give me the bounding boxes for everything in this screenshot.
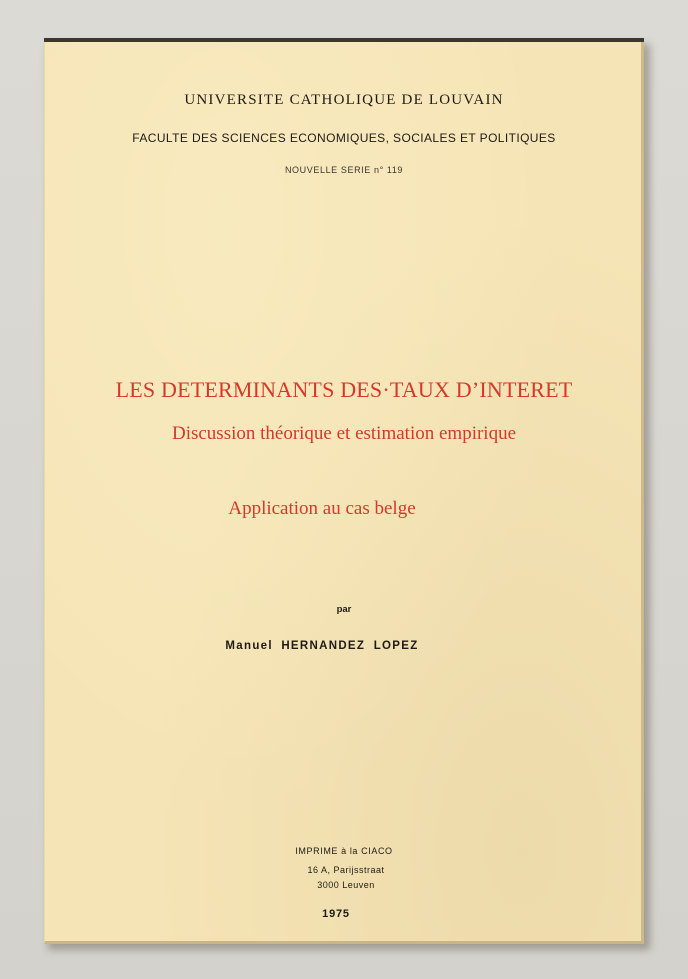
series-number: NOUVELLE SERIE n° 119 xyxy=(284,165,404,175)
book-title: LES DETERMINANTS DES·TAUX D’INTERET xyxy=(115,377,573,402)
author-name: Manuel HERNANDEZ LOPEZ xyxy=(225,640,419,652)
book-subtitle: Discussion théorique et estimation empirique xyxy=(171,423,517,444)
book-top-edge xyxy=(44,38,644,42)
printer-address-city: 3000 Leuven xyxy=(317,880,375,890)
printer-address-street: 16 A, Parijsstraat xyxy=(307,865,385,875)
faculty-name: FACULTE DES SCIENCES ECONOMIQUES, SOCIALES ET POLITIQUES xyxy=(132,131,556,145)
publication-year: 1975 xyxy=(322,908,350,920)
by-label: par xyxy=(336,604,352,615)
book-application-line: Application au cas belge xyxy=(228,498,416,519)
university-name: UNIVERSITE CATHOLIQUE DE LOUVAIN xyxy=(184,92,504,108)
printer-name: IMPRIME à la CIACO xyxy=(295,846,393,856)
